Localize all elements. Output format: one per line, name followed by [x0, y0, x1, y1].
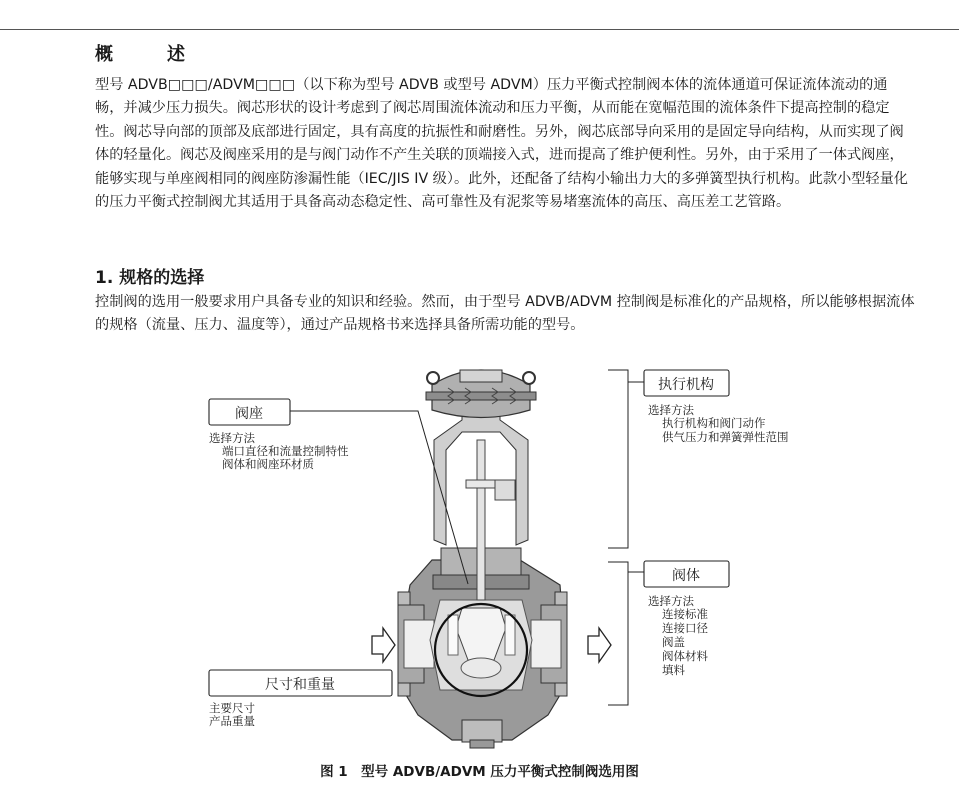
actuator-item: 供气压力和弹簧弹性范围	[662, 430, 789, 444]
valve-illustration	[398, 370, 567, 748]
body-label: 阀体	[672, 568, 700, 584]
seat-label: 阀座	[235, 406, 263, 422]
actuator-label: 执行机构	[658, 377, 714, 393]
flow-in-arrow-icon	[372, 628, 395, 662]
section-title-spec-selection: 1. 规格的选择	[95, 268, 205, 288]
seat-item: 阀体和阀座环材质	[222, 457, 314, 471]
body-heading: 选择方法	[648, 594, 694, 608]
dims-item: 产品重量	[209, 714, 255, 728]
seat-item: 端口直径和流量控制特性	[222, 444, 349, 458]
body-item: 连接标准	[662, 607, 708, 621]
seat-heading: 选择方法	[209, 431, 255, 445]
section-title-overview: 概 述	[95, 44, 203, 65]
overview-paragraph: 型号 ADVB□□□/ADVM□□□（以下称为型号 ADVB 或型号 ADVM）压力平衡式控制阀本体的流体通道可保证流体流动的通畅，并减少压力损失。阀芯形状的设计考虑到了阀芯周围流体流动和压力平衡，从而能在宽幅范围的流体条件下提高控制的稳定性。阀芯导向部的顶部及底部进行固定，具有高度的抗振性和耐磨性。另外，阀芯底部导向采用的是固定导向结构，从而实现了阀体的轻量化。阀芯及阀座采用的是与阀门动作不产生关联的顶端接入式，进而提高了维护便利性。另外，由于采用了一体式阀座，能够实现与单座阀相同的阀座防渗漏性能（IEC/JIS IV 级）。此外，还配备了结构小输出力大的多弹簧型执行机构。此款小型轻量化的压力平衡式控制阀尤其适用于具备高动态稳定性、高可靠性及有泥浆等易堵塞流体的高压、高压差工艺管路。	[95, 77, 908, 211]
actuator-heading: 选择方法	[648, 403, 694, 417]
dims-item: 主要尺寸	[209, 701, 255, 715]
spec-selection-paragraph: 控制阀的选用一般要求用户具备专业的知识和经验。然而，由于型号 ADVB/ADVM 控制阀是标准化的产品规格，所以能够根据流体的规格（流量、压力、温度等），通过产品规格书来选择具备所需功能的型号。	[95, 294, 915, 334]
body-item: 阀盖	[662, 635, 685, 649]
flow-out-arrow-icon	[588, 628, 611, 662]
actuator-item: 执行机构和阀门动作	[662, 416, 766, 430]
body-item: 填料	[662, 663, 685, 677]
body-item: 阀体材料	[662, 649, 708, 663]
figure-caption: 图 1 型号 ADVB/ADVM 压力平衡式控制阀选用图	[320, 764, 639, 780]
dims-label: 尺寸和重量	[265, 677, 335, 693]
body-item: 连接口径	[662, 621, 708, 635]
